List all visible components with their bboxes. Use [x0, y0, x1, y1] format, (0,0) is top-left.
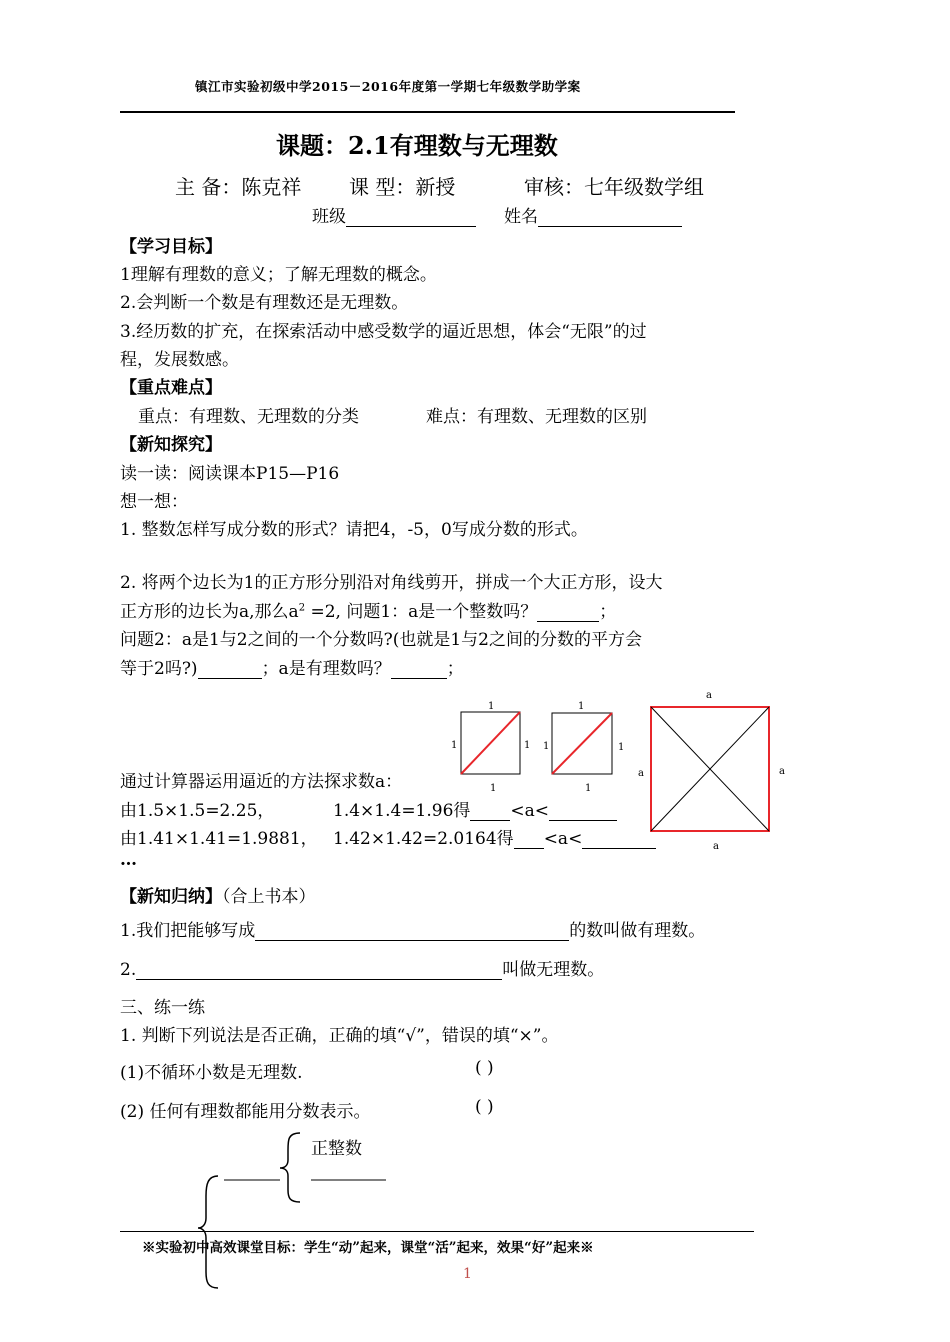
approx-row-1a: 由1.5×1.5=2.25， [120, 801, 275, 821]
approx-intro: 通过计算器运用逼近的方法探求数a： [120, 772, 403, 792]
goal-1: 1理解有理数的意义；了解无理数的概念。 [120, 265, 437, 285]
read-line: 读一读：阅读课本P15—P16 [120, 464, 340, 484]
section-summary: 【新知归纳】 [120, 887, 222, 907]
document-header: 镇江市实验初级中学2015－2016年度第一学期七年级数学助学案 [195, 79, 581, 94]
summary-1a: 1.我们把能够写成 [120, 921, 256, 941]
practice-heading: 三、练一练 [120, 998, 205, 1018]
q2-text-e: ； [446, 659, 464, 679]
label-2-left: 1 [543, 741, 550, 752]
author: 主 备：陈克祥 [175, 175, 302, 199]
label-2-top: 1 [578, 701, 585, 712]
q2-semicolon: ； [599, 602, 617, 622]
q2-text-d: ；a是有理数吗？ [261, 659, 391, 679]
outer-brace [198, 1176, 218, 1288]
practice-item-1: (1)不循环小数是无理数. [120, 1063, 303, 1083]
q2-text-b: =2, 问题1：a是一个整数吗？ [305, 602, 538, 622]
approx-row-2a: 由1.41×1.41=1.9881， [120, 829, 318, 849]
question-2-line3: 问题2：a是1与2之间的一个分数吗?(也就是1与2之间的分数的平方会 [120, 630, 642, 650]
section-explore: 【新知探究】 [120, 435, 222, 455]
reviewer: 审核：七年级数学组 [524, 175, 704, 199]
q2-text-a: 正方形的边长为a,那么a [120, 602, 299, 622]
practice-item-2: (2) 任何有理数都能用分数表示。 [120, 1102, 371, 1122]
ellipsis: … [120, 850, 137, 870]
approx-2-ineq: <a< [543, 829, 583, 849]
page-title: 课题：2.1有理数与无理数 [276, 131, 558, 160]
goal-3: 3.经历数的扩充，在探索活动中感受数学的逼近思想，体会“无限”的过 [120, 322, 647, 342]
answer-paren-1[interactable]: ( ) [475, 1058, 494, 1078]
key-point: 重点：有理数、无理数的分类 [138, 407, 359, 427]
difficulty: 难点：有理数、无理数的区别 [426, 407, 647, 427]
footer-rule [120, 1231, 754, 1232]
lesson-type: 课 型：新授 [349, 175, 456, 199]
approx-2b-text: 1.42×1.42=2.0164得 [333, 829, 514, 849]
answer-paren-2[interactable]: ( ) [475, 1097, 494, 1117]
label-2-right: 1 [618, 742, 625, 753]
tree-positive-integer: 正整数 [311, 1139, 362, 1159]
label-1-right: 1 [524, 740, 531, 751]
summary-note: （合上书本） [222, 887, 316, 907]
label-a-right: a [779, 766, 785, 777]
approx-1-ineq: <a< [510, 801, 550, 821]
summary-2b: 叫做无理数。 [502, 960, 605, 980]
footer-motto: ※实验初中高效课堂目标：学生“动”起来，课堂“活”起来，效果“好”起来※ [142, 1240, 594, 1256]
approx-1b-text: 1.4×1.4=1.96得 [333, 801, 471, 821]
summary-2a: 2. [120, 960, 137, 980]
label-a-left: a [638, 768, 644, 779]
name-label: 姓名 [504, 207, 538, 227]
practice-q1: 1. 判断下列说法是否正确，正确的填“√”，错误的填“×”。 [120, 1026, 559, 1046]
question-2-line1: 2. 将两个边长为1的正方形分别沿对角线剪开，拼成一个大正方形，设大 [120, 573, 663, 593]
label-a-top: a [706, 690, 712, 701]
label-2-bottom: 1 [585, 783, 592, 794]
q2-text-c: 等于2吗?) [120, 659, 198, 679]
think-line: 想一想： [120, 492, 188, 512]
goal-2: 2.会判断一个数是有理数还是无理数。 [120, 293, 409, 313]
question-1: 1. 整数怎样写成分数的形式？请把4，-5，0写成分数的形式。 [120, 520, 588, 540]
inner-brace [280, 1133, 300, 1202]
label-1-left: 1 [451, 740, 458, 751]
label-1-bottom: 1 [490, 783, 497, 794]
goal-3-cont: 程，发展数感。 [120, 350, 239, 370]
label-1-top: 1 [488, 701, 495, 712]
class-label: 班级 [312, 207, 346, 227]
section-key: 【重点难点】 [120, 378, 222, 398]
page-number: 1 [463, 1266, 472, 1282]
section-goals: 【学习目标】 [120, 237, 222, 257]
label-a-bottom: a [713, 841, 719, 852]
superscript-2: 2 [298, 602, 306, 614]
summary-1b: 的数叫做有理数。 [569, 921, 706, 941]
